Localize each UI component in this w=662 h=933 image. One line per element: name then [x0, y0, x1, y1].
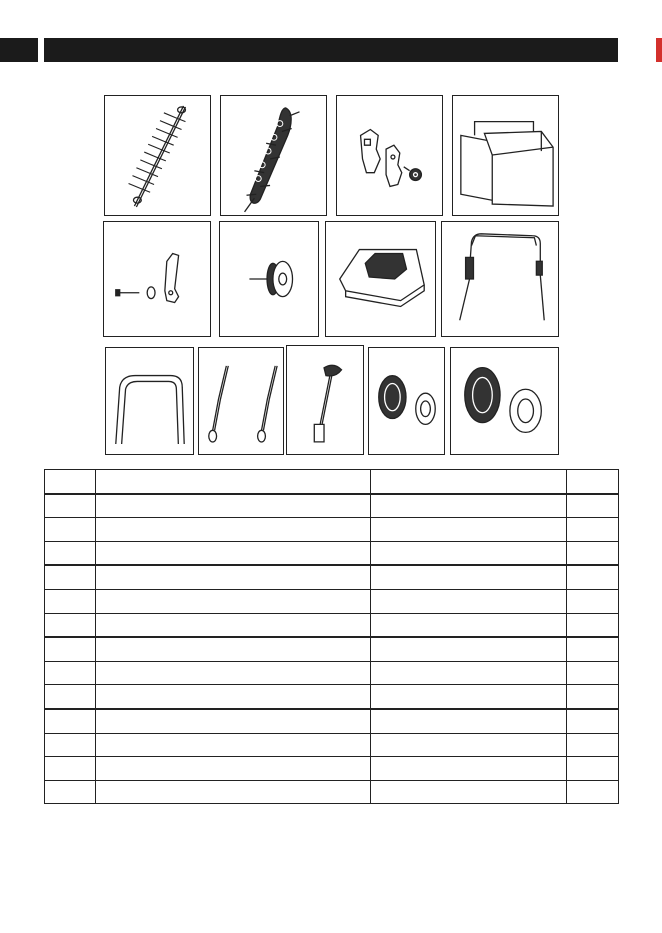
cell-no: [45, 780, 96, 804]
cell-qty: [567, 613, 619, 637]
cell-qty: [567, 709, 619, 733]
cell-qty: [567, 565, 619, 589]
cell-qty: [567, 757, 619, 781]
cell-qty: [567, 518, 619, 542]
cell-description: [96, 470, 371, 494]
cell-description: [96, 518, 371, 542]
part-figure-10: [198, 347, 284, 455]
cell-description: [96, 757, 371, 781]
table-row: [45, 709, 619, 733]
table-row: [45, 733, 619, 757]
header-tab: [0, 38, 38, 62]
height-adjust-knob-icon: [220, 222, 318, 336]
cell-description: [96, 589, 371, 613]
part-figure-4: [452, 95, 559, 216]
lower-handle-bars-icon: [199, 348, 283, 454]
motor-cover-icon: [326, 222, 435, 336]
table-row: [45, 565, 619, 589]
cell-qty: [567, 541, 619, 565]
table-row: [45, 685, 619, 709]
cell-description: [96, 780, 371, 804]
cell-description: [96, 733, 371, 757]
cell-no: [45, 565, 96, 589]
cell-part-number: [371, 589, 567, 613]
cell-no: [45, 494, 96, 518]
cell-part-number: [371, 518, 567, 542]
cell-qty: [567, 470, 619, 494]
cell-part-number: [371, 541, 567, 565]
cell-qty: [567, 637, 619, 661]
table-row: [45, 494, 619, 518]
cell-no: [45, 589, 96, 613]
table-row: [45, 541, 619, 565]
cell-no: [45, 709, 96, 733]
cell-description: [96, 685, 371, 709]
table-row: [45, 589, 619, 613]
cell-part-number: [371, 565, 567, 589]
cell-part-number: [371, 685, 567, 709]
front-wheels-icon: [369, 348, 444, 454]
cell-no: [45, 661, 96, 685]
cell-qty: [567, 589, 619, 613]
part-figure-6: [219, 221, 319, 337]
rear-wheels-icon: [451, 348, 558, 454]
page-edge-tab: [656, 38, 662, 62]
table-row: [45, 518, 619, 542]
cell-no: [45, 685, 96, 709]
part-figure-2: [220, 95, 327, 216]
cell-part-number: [371, 637, 567, 661]
cell-no: [45, 613, 96, 637]
part-figure-9: [105, 347, 194, 455]
part-figure-7: [325, 221, 436, 337]
cell-no: [45, 470, 96, 494]
cell-qty: [567, 780, 619, 804]
part-figure-5: [103, 221, 211, 337]
bolt-and-lever-icon: [104, 222, 210, 336]
cell-part-number: [371, 661, 567, 685]
cell-no: [45, 637, 96, 661]
cell-description: [96, 613, 371, 637]
cell-part-number: [371, 709, 567, 733]
table-row: [45, 613, 619, 637]
cell-qty: [567, 685, 619, 709]
cell-part-number: [371, 757, 567, 781]
middle-handle-icon: [106, 348, 193, 454]
cell-description: [96, 637, 371, 661]
height-adjust-lever-icon: [287, 346, 363, 454]
cell-description: [96, 565, 371, 589]
aerator-spike-roller-icon: [221, 96, 326, 215]
cell-part-number: [371, 613, 567, 637]
cell-part-number: [371, 733, 567, 757]
part-figure-12: [368, 347, 445, 455]
header-bar: [44, 38, 618, 62]
cell-description: [96, 494, 371, 518]
table-row: [45, 661, 619, 685]
cell-part-number: [371, 494, 567, 518]
table-row: [45, 780, 619, 804]
table-row: [45, 757, 619, 781]
table-row: [45, 637, 619, 661]
cell-no: [45, 518, 96, 542]
cell-qty: [567, 733, 619, 757]
table-row: [45, 470, 619, 494]
part-figure-1: [104, 95, 211, 216]
cell-no: [45, 541, 96, 565]
cell-part-number: [371, 780, 567, 804]
part-figure-3: [336, 95, 443, 216]
part-figure-8: [441, 221, 559, 337]
cell-description: [96, 709, 371, 733]
cell-description: [96, 541, 371, 565]
drive-coupling-parts-icon: [337, 96, 442, 215]
cell-qty: [567, 494, 619, 518]
part-figure-11: [286, 345, 364, 455]
cell-part-number: [371, 470, 567, 494]
cell-no: [45, 733, 96, 757]
part-figure-13: [450, 347, 559, 455]
scarifier-blade-roller-icon: [105, 96, 210, 215]
cell-description: [96, 661, 371, 685]
cell-qty: [567, 661, 619, 685]
cell-no: [45, 757, 96, 781]
upper-handle-icon: [442, 222, 558, 336]
parts-list-table: [44, 469, 619, 804]
grass-collection-bag-icon: [453, 96, 558, 215]
